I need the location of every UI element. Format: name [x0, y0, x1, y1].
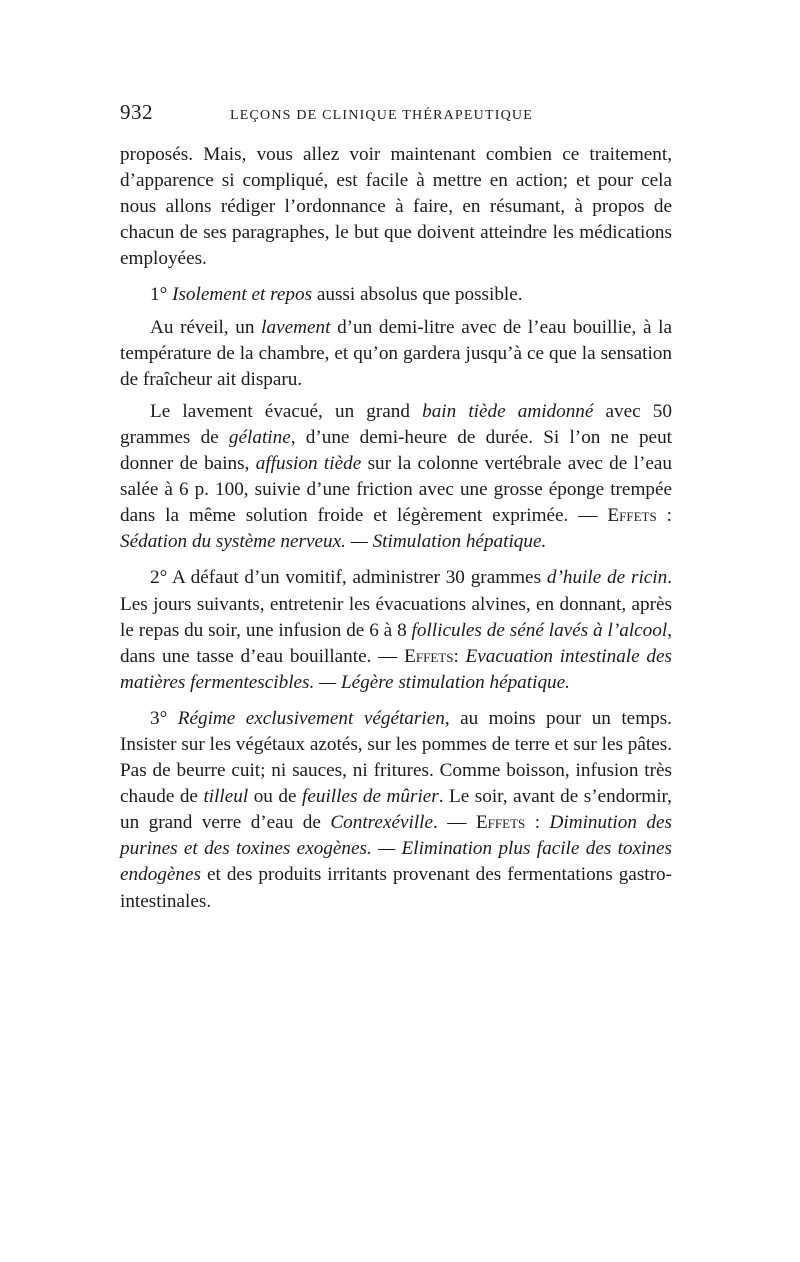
text-run: : [525, 812, 550, 834]
text-run: 1° [150, 284, 173, 306]
text-run: Au réveil, un [150, 316, 262, 338]
text-run: , dans une tasse d’eau bouillante. — [120, 619, 672, 667]
italic-text: follicules de séné lavés à l’alcool [411, 619, 668, 641]
paragraph [120, 565, 672, 695]
small-caps-label: Effets [404, 645, 454, 667]
italic-text: tilleul [203, 786, 249, 808]
small-caps-label: Effets [607, 505, 657, 527]
running-title: LEÇONS DE CLINIQUE THÉRAPEUTIQUE [230, 108, 533, 123]
italic-text: Isolement et repos [172, 284, 313, 306]
text-run: sur la colonne vertébrale avec de l’eau salée à 6 p. 100, suivie d’une friction avec une grosse éponge trempée dans la même solution froide et légèrement exprimée. — [120, 453, 672, 527]
body-text [120, 142, 672, 915]
text-run: : [656, 505, 672, 527]
paragraph [120, 706, 672, 915]
text-run: Le lavement évacué, un grand [150, 400, 423, 422]
italic-text: Sédation du système nerveux. — Stimulation hépatique. [120, 531, 547, 553]
paragraph [120, 315, 672, 393]
italic-text: affusion tiède [255, 453, 362, 475]
paragraph [120, 399, 672, 556]
text-run: aussi absolus que possible. [312, 284, 523, 306]
text-run: 2° A défaut d’un vomitif, administrer 30 grammes [150, 567, 547, 589]
italic-text: d’huile de ricin [546, 567, 668, 589]
text-run: , au moins pour un temps. Insister sur les végétaux azotés, sur les pommes de terre et sur les pâtes. Pas de beurre cuit; ni sauces, ni fritures. Comme boisson, infusion très chaude de [120, 707, 672, 808]
italic-text: bain tiède amidonné [422, 400, 594, 422]
text-run: proposés. Mais, vous allez voir maintenant combien ce traitement, d’apparence si compliqué, est facile à mettre en action; et pour cela nous allons rédiger l’ordonnance à faire, en résumant, à propos de chacun de ses paragraphes, le but que doivent atteindre les médications employées. [120, 144, 672, 270]
italic-text: Régime exclusivement végétarien [177, 707, 445, 729]
text-run: ou de [248, 786, 302, 808]
italic-text: Diminution des purines et des toxines exogènes. — Elimination plus facile des toxines endogènes [120, 812, 672, 886]
text-run: , d’une demi-heure de durée. Si l’on ne peut donner de bains, [120, 426, 672, 475]
text-run: avec 50 grammes de [120, 400, 672, 448]
paragraph [120, 282, 672, 308]
text-run: . Les jours suivants, entretenir les évacuations alvines, en donnant, après le repas du soir, une infusion de 6 à 8 [120, 567, 673, 641]
book-page [120, 100, 672, 921]
italic-text: Contrexéville [330, 812, 434, 834]
small-caps-label: Effets [475, 812, 526, 834]
text-run: et des produits irritants provenant des fermentations gastro-intestinales. [120, 864, 672, 912]
italic-text: feuilles de mûrier [302, 786, 439, 808]
text-run: : [453, 645, 466, 667]
text-run: 3° [150, 707, 178, 729]
paragraph [120, 142, 672, 272]
text-run: . — [433, 812, 476, 834]
italic-text: Evacuation intestinale des matières fermentescibles. — Légère stimulation hépatique. [120, 645, 672, 693]
page-number: 932 [120, 100, 153, 124]
page-header [120, 100, 672, 130]
text-run: d’un demi-litre avec de l’eau bouillie, à la température de la chambre, et qu’on gardera jusqu’à ce que la sensation de fraîcheur ait disparu. [120, 316, 672, 390]
italic-text: gélatine [228, 426, 291, 448]
italic-text: lavement [261, 316, 331, 338]
text-run: . Le soir, avant de s’endormir, un grand verre d’eau de [120, 786, 672, 834]
